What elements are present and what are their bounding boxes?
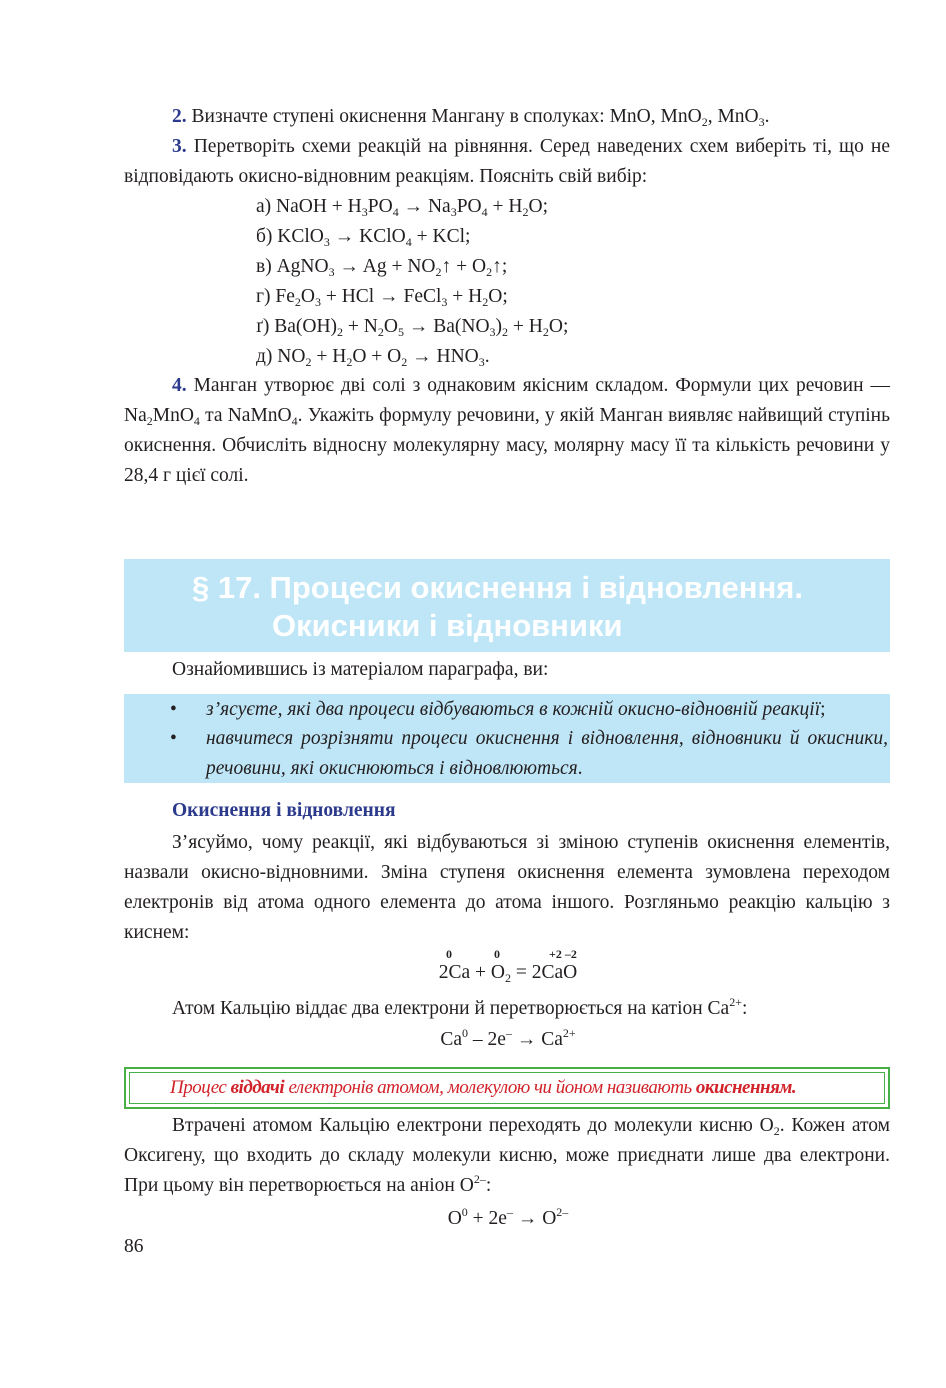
page-number: 86 (124, 1236, 144, 1257)
bullet: • (170, 699, 177, 720)
task-3 (124, 132, 890, 192)
r-text: → Ba(NO (403, 316, 490, 337)
r-text: O (300, 286, 315, 307)
sub: 3 (478, 355, 485, 369)
sub: 4 (405, 235, 412, 249)
eq-text: + 2e (467, 1208, 507, 1229)
r-text: + H (447, 286, 483, 307)
definition-text (170, 1075, 796, 1101)
r-text: PO (456, 196, 482, 217)
reaction-d (256, 342, 568, 372)
learning-goals (124, 694, 890, 783)
sup: – (506, 1205, 513, 1219)
body-2-end: : (742, 998, 748, 1019)
task-4 (124, 371, 890, 491)
task-4-text: Манган утворює дві солі з однаковим якісним складом. Формули цих речовин — Na (124, 375, 890, 426)
goal-text-main: навчитеся розрізняти процеси окиснення і відновлення, відновники й окисники, речовини, які окиснюються і відновлюються (206, 728, 888, 779)
task-2-end: . (764, 106, 770, 127)
eq-text: → O (512, 1208, 557, 1229)
sub: 2 (522, 205, 529, 219)
r-text: ↑ + O (441, 256, 487, 277)
sub: 2 (146, 414, 153, 428)
reaction-g (256, 282, 568, 312)
sub: 3 (314, 295, 321, 309)
body-3-end: : (485, 1175, 492, 1196)
sub: 4 (193, 414, 200, 428)
reaction-v (256, 252, 568, 282)
equation-1 (0, 958, 946, 988)
eq-text: Ca (440, 1029, 463, 1050)
sub: 3 (441, 295, 448, 309)
eq-text: 2Ca + O (438, 962, 505, 983)
sup: 2– (473, 1172, 486, 1186)
def-bold: віддачі (230, 1077, 285, 1098)
def-bold: окисненням. (695, 1077, 797, 1098)
r-text: + H (487, 196, 523, 217)
sub: 2 (294, 295, 301, 309)
sub: 5 (397, 325, 404, 339)
r-text: O (383, 316, 398, 337)
reaction-g2 (256, 312, 568, 342)
body-paragraph-2 (172, 994, 890, 1024)
r-text: PO (367, 196, 393, 217)
sup: 0 (462, 1026, 469, 1040)
r-text: O; (548, 316, 569, 337)
task-3-text: Перетворіть схеми реакцій на рівняння. Серед наведених схем виберіть ті, що не відповідають окисно-відновним реакціям. Поясніть свій вибір: (124, 136, 890, 187)
task-2-number: 2. (172, 106, 187, 127)
task-2-text: Визначте ступені окиснення Мангану в сполуках: MnO, MnO (191, 106, 702, 127)
r-text: + HCl → FeCl (320, 286, 442, 307)
r-text: → Na (398, 196, 451, 217)
r-text: а) NaOH + H (256, 196, 362, 217)
r-text: б) KClO (256, 226, 324, 247)
sup: 2– (556, 1205, 569, 1219)
oxidation-state: +2 –2 (549, 947, 577, 961)
sub: 2 (435, 265, 442, 279)
r-text: д) NO (256, 346, 306, 367)
r-text: ґ) Ba(OH) (256, 316, 338, 337)
sub: 2 (305, 355, 312, 369)
oxidation-state: 0 (446, 947, 452, 961)
reaction-schemes (256, 192, 568, 372)
oxidation-state: 0 (494, 947, 500, 961)
sub: 2 (337, 325, 344, 339)
sub: 4 (481, 205, 488, 219)
r-text: г) Fe (256, 286, 295, 307)
task-4-number: 4. (172, 375, 187, 396)
sub: 2 (502, 325, 509, 339)
eq-text: O (447, 1208, 462, 1229)
task-2-text-mid: , MnO (707, 106, 759, 127)
task-4-text: MnO (152, 405, 194, 426)
body-2-text: Атом Кальцію віддає два електрони й перетворюється на катіон Ca (172, 998, 730, 1019)
sub: 2 (377, 325, 384, 339)
goal-text (206, 724, 888, 784)
r-text: + H (311, 346, 347, 367)
equation-2 (0, 1025, 946, 1055)
task-4-text: та NaMnO (199, 405, 292, 426)
sub: 4 (291, 414, 298, 428)
section-title-line-1: § 17. Процеси окиснення і відновлення. (192, 570, 803, 605)
task-3-number: 3. (172, 136, 187, 157)
reaction-b (256, 222, 568, 252)
def-part: електронів атомом, молекулою чи йоном називають (284, 1077, 696, 1098)
def-part: Процес (170, 1077, 231, 1098)
sub: 3 (489, 325, 496, 339)
r-text: ) (495, 316, 503, 337)
r-text: + H (508, 316, 543, 337)
r-text: O; (488, 286, 508, 307)
sub: 2 (486, 265, 493, 279)
task-2 (124, 102, 890, 132)
sub: 2 (482, 295, 489, 309)
r-text: O; (528, 196, 548, 217)
r-text: + KCl; (411, 226, 471, 247)
sub: 3 (328, 265, 335, 279)
r-text: в) AgNO (256, 256, 329, 277)
sub: 2 (401, 355, 408, 369)
sub: 3 (361, 205, 368, 219)
subheading: Окиснення і відновлення (172, 800, 396, 821)
goal-end: . (577, 758, 583, 779)
r-text: . (484, 346, 490, 367)
body-3-text: . Кожен атом Оксигену, що входить до складу молекули кисню, може приєднати лише два електрони. При цьому він перетворюється на аніон O (124, 1115, 890, 1196)
section-title-line-2: Окисники і відновники (272, 608, 623, 643)
sup: 2+ (729, 995, 742, 1009)
reaction-a (256, 192, 568, 222)
sub: 2 (505, 971, 511, 985)
r-text: → KClO (329, 226, 406, 247)
goal-text (206, 695, 888, 725)
eq-text: → Ca (511, 1029, 563, 1050)
sub: 2 (773, 1124, 780, 1138)
bullet: • (170, 728, 177, 749)
sup: – (505, 1026, 512, 1040)
sup: 0 (461, 1205, 468, 1219)
eq-text: = 2CaO (511, 962, 578, 983)
r-text: O + O (352, 346, 402, 367)
sup: 2+ (562, 1026, 576, 1040)
body-paragraph-3 (124, 1111, 890, 1201)
sub: 3 (323, 235, 330, 249)
equation-3 (0, 1204, 946, 1234)
r-text: ↑; (492, 256, 508, 277)
r-text: + N (343, 316, 378, 337)
section-heading (124, 559, 890, 652)
body-paragraph-1: З’ясуймо, чому реакції, які відбуваються зі зміною ступенів окиснення елементів, назвали окисно-відновними. Зміна ступеня окиснення елемента зумовлена переходом електронів від атома одного елемента до атома іншого. Розгляньмо реакцію кальцію з киснем: (124, 832, 890, 943)
sub: 4 (392, 205, 399, 219)
r-text: → Ag + NO (334, 256, 436, 277)
sub: 2 (701, 115, 708, 129)
sub: 2 (542, 325, 549, 339)
sub: 3 (450, 205, 457, 219)
definition-box (124, 1067, 890, 1109)
intro-text: Ознайомившись із матеріалом параграфа, ви: (172, 659, 549, 680)
body-3-text: Втрачені атомом Кальцію електрони переходять до молекули кисню O (172, 1115, 774, 1136)
sub: 3 (758, 115, 765, 129)
task-4-text: . Укажіть формулу речовини, у якій Манган виявляє найвищий ступінь окиснення. Обчисліть відносну молекулярну масу, молярну масу її та кількість речовини у 28,4 г цієї солі. (124, 405, 890, 486)
sub: 2 (346, 355, 353, 369)
r-text: → HNO (407, 346, 479, 367)
eq-text: – 2e (468, 1029, 506, 1050)
goal-end: ; (820, 699, 826, 720)
goal-text-main: з’ясуєте, які два процеси відбуваються в кожній окисно-відновній реакції (206, 699, 821, 720)
